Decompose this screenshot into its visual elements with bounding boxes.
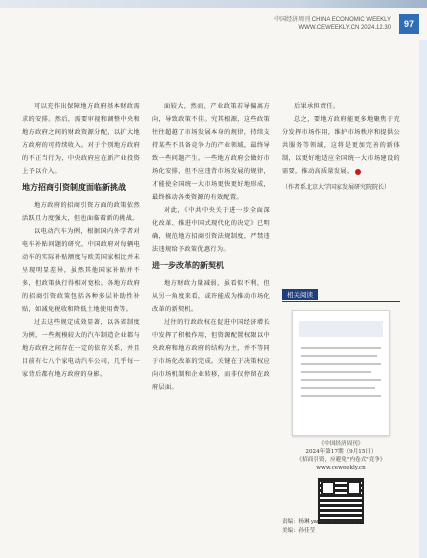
section-heading: 进一步改革的新契机 xyxy=(152,261,224,270)
header-meta xyxy=(274,16,391,32)
paragraph: 地方政府的招商引资方面的政策依然活跃且力度强大，但也面临着新的挑战。 xyxy=(22,202,140,222)
column-2 xyxy=(152,100,270,394)
caption-line: www.ceweekly.cn xyxy=(316,465,366,471)
thumbnail-line xyxy=(301,347,381,349)
thumbnail-line xyxy=(301,395,381,397)
related-tag: 相关阅读 xyxy=(282,289,318,300)
column-3 xyxy=(282,100,400,191)
paragraph: 过去这些规定成效显著，以各省制度为例，一些规模较大的汽车制造企业都与地方政府之间存在一定的依存关系，并且目前有七八个家电动汽车公司，几乎每一家背后都有地方政府的身影。 xyxy=(22,319,140,378)
thumbnail-line xyxy=(301,387,375,389)
paragraph-text: 总之，要地方政府能更多地聚焦于充分发挥市场作用，维护市场秩序和提供公共服务等领域，这将是更加完善的新体制，以更好地适应全国统一大市场建设的需要，推动高质量发展。 xyxy=(282,116,400,175)
caption-line: 《招商引资，应避免"内卷式"竞争》 xyxy=(296,457,386,463)
thumbnail-line xyxy=(301,371,371,373)
divider xyxy=(282,301,400,302)
caption-line: 《中国经济周刊》 xyxy=(318,441,364,447)
caption-line: 2024年第17期（9月15日） xyxy=(305,449,377,455)
site-date: WWW.CEWEEKLY.CN 2024.12.30 xyxy=(298,25,391,31)
designer-credit: 美编：孙佳莹 xyxy=(282,528,316,534)
paragraph: 以电动汽车为例，根据国内外学者对电车补贴问题的研究，中国政府对每辆电动车的实际补贴额度与欧美国家相比并未呈现明显差异，虽然其他国家补贴并不多，但政策执行得相对宽松。各地方政府的招商引资政策包括各种多层补助性补贴，如减免税收和降低土地使用费等。 xyxy=(22,228,140,313)
page-number: 97 xyxy=(399,14,419,34)
thumbnail-line xyxy=(301,355,377,357)
paragraph: 地方财政力量减弱，虽看似不利，但从另一角度来看，或许能成为推动市场化改革的新契机。 xyxy=(152,280,270,313)
column-1 xyxy=(22,100,140,381)
header-bar xyxy=(0,0,427,8)
end-mark-icon xyxy=(355,169,361,175)
paragraph xyxy=(282,113,400,178)
paragraph: 可以充作出保障地方政府基本财政需求的安排。然后，需要审视和调整中央和地方政府之间的财政资源分配，以扩大地方政府的可持续收入。对于个别地方政府的不正当行为，中央政府应在新产业投资上予以介入。 xyxy=(22,103,140,175)
cover-thumbnail xyxy=(292,310,390,436)
paragraph: 过往的行政政权在促进中国经济增长中发挥了积极作用，但资源配置权限以中央政府和地方政府的结构为主，并不等同于市场化改革的完成。关键在于决策权应向市场机制和企业转移，而非仅停留在政府层面。 xyxy=(152,319,270,391)
magazine-name: 中国经济周刊 CHINA ECONOMIC WEEKLY xyxy=(274,17,391,23)
editor-credit: 责编：杨琳 yanglin@ceweekly.cn xyxy=(282,519,364,525)
paragraph: 后果承担责任。 xyxy=(294,103,340,110)
related-caption xyxy=(282,440,400,472)
paragraph: 面较大，然而，产业政策若导偏离方向，导致政策不佳。究其根源，这些政策往往超越了市场发展本身的规律，持续支持某些不具备竞争力的产业领域，最终导致一些问题产生。一些地方政府会做好市场化安排，但不应违背市场发展的规律，才能使全国统一大市场更快更好地形成，最终推动各类资源的有效配置。 xyxy=(152,103,270,201)
page-header xyxy=(0,0,427,40)
section-heading: 地方招商引资制度面临新挑战 xyxy=(22,183,126,192)
related-reading xyxy=(282,282,400,524)
thumbnail-title-band xyxy=(299,321,383,337)
side-strip xyxy=(419,40,427,558)
paragraph: 对此，《中共中央关于进一步全面深化改革、推进中国式现代化的决定》已明确，规范地方招商引资法规制度，严禁违法违规给予政策优惠行为。 xyxy=(152,207,270,253)
thumbnail-line xyxy=(301,363,381,365)
author-note: （作者系北京大学国家发展研究院院长） xyxy=(282,184,391,191)
thumbnail-line xyxy=(301,379,381,381)
credits xyxy=(282,518,364,536)
